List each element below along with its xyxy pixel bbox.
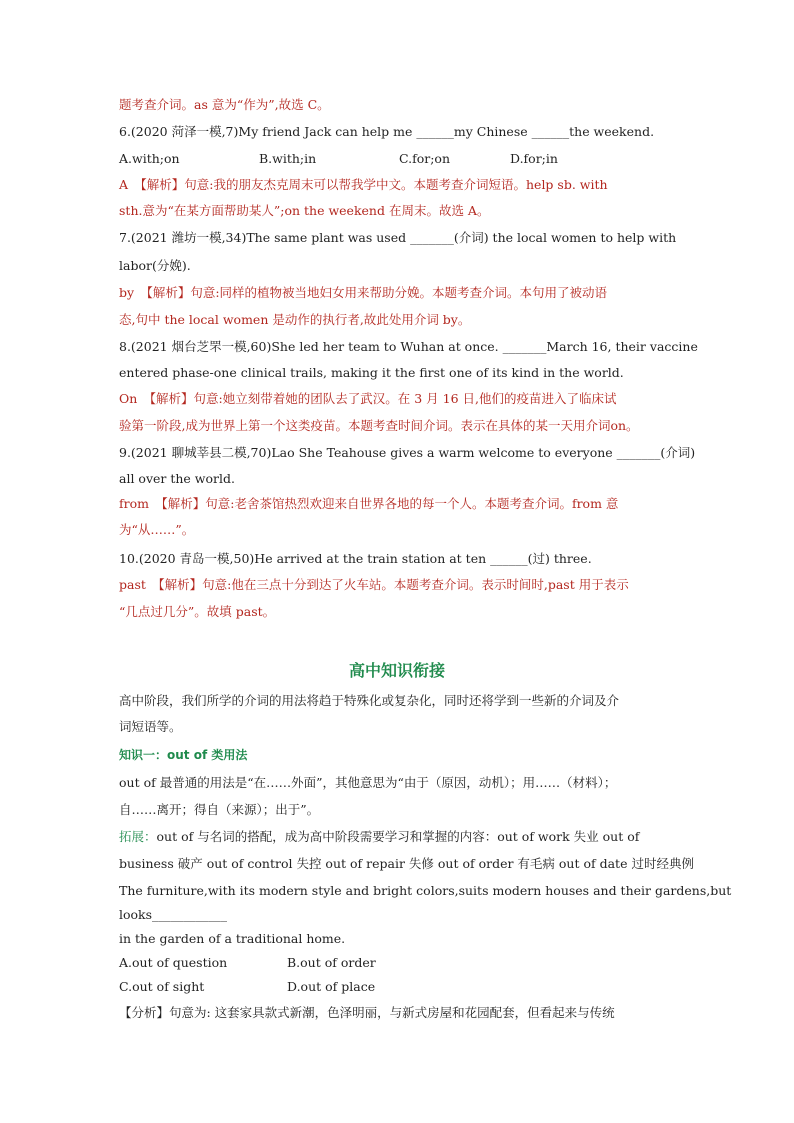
q8-answer-line-2: 验第一阶段,成为世界上第一个这类疫苗。本题考查时间介词。表示在具体的某一天用介词on。 — [119, 418, 639, 433]
analysis-line: 【分析】句意为: 这套家具款式新潮，色泽明丽，与新式房屋和花园配套，但看起来与传统 — [119, 1005, 615, 1020]
previous-answer-tail: 题考查介词。as 意为“作为”,故选 C。 — [119, 97, 330, 112]
q6-option-b: B.with;in — [259, 151, 317, 166]
q6-answer-line-1: A 【解析】句意:我的朋友杰克周末可以帮我学中文。本题考查介词短语。help sb. with — [119, 177, 608, 192]
example-option-a: A.out of question — [119, 955, 228, 970]
q7-answer-line-2: 态,句中 the local women 是动作的执行者,故此处用介词 by。 — [119, 312, 471, 327]
q7-answer-line-1: by 【解析】句意:同样的植物被当地妇女用来帮助分娩。本题考查介词。本句用了被动语 — [119, 285, 608, 300]
q8-answer-line-1: On 【解析】句意:她立刻带着她的团队去了武汉。在 3 月 16 日,他们的疫苗进入了临床试 — [119, 391, 617, 406]
q6-answer-line-2: sth.意为“在某方面帮助某人”;on the weekend 在周末。故选 A。 — [119, 203, 490, 218]
example-option-b: B.out of order — [287, 955, 376, 970]
example-option-d: D.out of place — [287, 979, 376, 994]
extension-line-1 — [119, 829, 639, 845]
example-line-3: in the garden of a traditional home. — [119, 931, 346, 946]
q9-answer-line-1: from 【解析】句意:老舍茶馆热烈欢迎来自世界各地的每一个人。本题考查介词。from 意 — [119, 496, 619, 511]
q10-answer-line-2: “几点过几分”。故填 past。 — [119, 604, 276, 619]
knowledge-1-title: 知识一：out of 类用法 — [119, 748, 248, 762]
knowledge-1-line-2: 自……离开；得自（来源）；出于”。 — [119, 802, 320, 817]
intro-line-1: 高中阶段，我们所学的介词的用法将趋于特殊化或复杂化，同时还将学到一些新的介词及介 — [119, 693, 620, 708]
knowledge-1-line-1: out of 最普通的用法是“在……外面”，其他意思为“由于（原因，动机）；用……（材料）； — [119, 775, 617, 790]
q10-answer-line-1: past 【解析】句意:他在三点十分到达了火车站。本题考查介词。表示时间时,past 用于表示 — [119, 577, 629, 592]
extension-text: out of 与名词的搭配，成为高中阶段需要学习和掌握的内容：out of work 失业 out of — [156, 829, 640, 844]
question-6: 6.(2020 菏泽一模,7)My friend Jack can help me ______my Chinese ______the weekend. — [119, 124, 655, 139]
q6-option-c: C.for;on — [399, 151, 451, 166]
q6-option-d: D.for;in — [510, 151, 558, 166]
question-8-line-1: 8.(2021 烟台芝罘一模,60)She led her team to Wuhan at once. _______March 16, their vaccine — [119, 339, 698, 354]
example-line-1: The furniture,with its modern style and bright colors,suits modern houses and their gardens,but — [119, 883, 732, 898]
intro-line-2: 词短语等。 — [119, 719, 182, 734]
section-title: 高中知识衔接 — [348, 661, 445, 680]
question-10: 10.(2020 青岛一模,50)He arrived at the train station at ten ______(过) three. — [119, 551, 592, 566]
question-7-line-1: 7.(2021 潍坊一模,34)The same plant was used _______(介词) the local women to help with — [119, 230, 677, 245]
extension-line-2: business 破产 out of control 失控 out of repair 失修 out of order 有毛病 out of date 过时经典例 — [119, 856, 694, 871]
question-9-line-1: 9.(2021 聊城莘县二模,70)Lao She Teahouse gives a warm welcome to everyone _______(介词) — [119, 445, 696, 460]
example-option-c: C.out of sight — [119, 979, 205, 994]
question-8-line-2: entered phase-one clinical trails, making it the first one of its kind in the world. — [119, 365, 624, 380]
example-line-2: looks____________ — [119, 907, 228, 922]
question-9-line-2: all over the world. — [119, 471, 235, 486]
question-7-line-2: labor(分娩). — [119, 258, 191, 273]
extension-label: 拓展： — [119, 829, 157, 844]
q9-answer-line-2: 为“从……”。 — [119, 522, 195, 537]
q6-option-a: A.with;on — [119, 151, 180, 166]
